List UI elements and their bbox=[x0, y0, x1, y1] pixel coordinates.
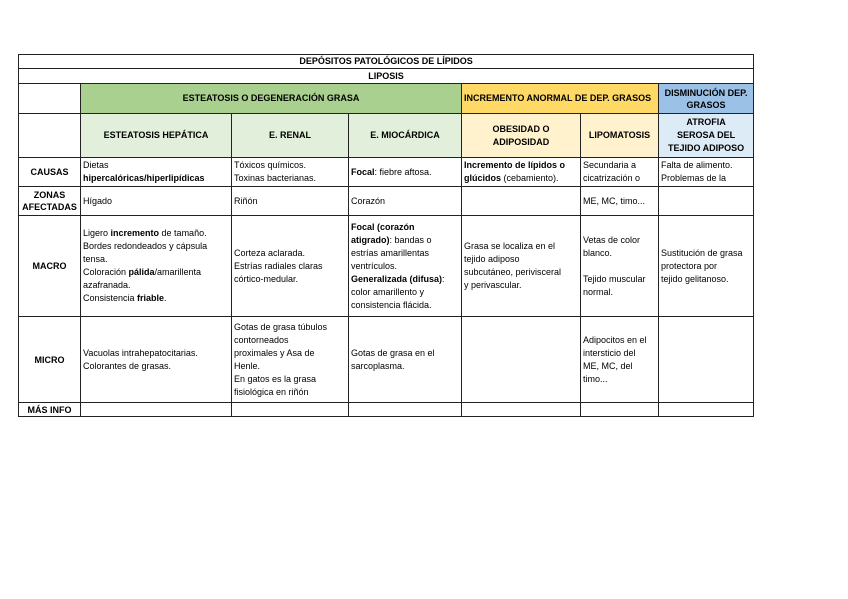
table-cell bbox=[81, 317, 232, 403]
cell-text: Hígado bbox=[83, 195, 113, 206]
table-cell bbox=[349, 216, 462, 317]
cell-line bbox=[83, 227, 229, 240]
cell-text: Adipocitos en el bbox=[583, 334, 647, 345]
cell-text: : fiebre aftosa. bbox=[374, 166, 432, 177]
cell-line bbox=[583, 273, 656, 286]
cell-text: friable bbox=[137, 293, 165, 303]
cell-line bbox=[234, 260, 346, 273]
cell-text: Colorantes de grasas. bbox=[83, 360, 172, 371]
cell-line bbox=[83, 172, 229, 185]
cell-text: de tamaño. bbox=[159, 228, 207, 238]
table-cell bbox=[349, 317, 462, 403]
cell-line bbox=[464, 279, 578, 292]
cell-text: sarcoplasma. bbox=[351, 360, 405, 371]
cell-text: Gotas de grasa túbulos bbox=[234, 321, 328, 332]
cell-line bbox=[234, 321, 346, 334]
cell-text: Generalizada (difusa) bbox=[351, 273, 443, 284]
cell-line bbox=[83, 360, 229, 373]
cell-line bbox=[583, 260, 656, 273]
row-label: ZONAS AFECTADAS bbox=[19, 187, 81, 216]
table-cell bbox=[462, 216, 581, 317]
cell-line bbox=[464, 253, 578, 266]
cell-line bbox=[351, 234, 459, 247]
cell-text: Tóxicos químicos. bbox=[234, 160, 307, 170]
table-cell bbox=[659, 317, 754, 403]
cell-line bbox=[83, 347, 229, 360]
cell-text: Toxinas bacterianas. bbox=[234, 173, 317, 183]
cell-text: contorneados bbox=[234, 334, 289, 345]
cell-line bbox=[234, 172, 346, 185]
table-cell bbox=[659, 403, 754, 417]
cell-line bbox=[234, 273, 346, 286]
cell-text: Focal (corazón bbox=[351, 221, 415, 232]
cell-text: Consistencia bbox=[83, 293, 138, 303]
row-label: MICRO bbox=[19, 317, 81, 403]
table-cell bbox=[462, 317, 581, 403]
table-cell bbox=[659, 158, 754, 187]
cell-line bbox=[464, 159, 578, 172]
table-cell bbox=[81, 216, 232, 317]
col-header: E. MIOCÁRDICA bbox=[349, 114, 462, 158]
cell-text: glúcidos bbox=[464, 173, 502, 183]
cell-line bbox=[351, 360, 459, 373]
cell-text: Ligero bbox=[83, 228, 111, 238]
table-cell bbox=[349, 187, 462, 216]
cell-line bbox=[83, 253, 229, 266]
cell-text: (cebamiento). bbox=[501, 173, 559, 183]
cell-text: . bbox=[164, 293, 167, 303]
cell-text: proximales y Asa de bbox=[234, 347, 315, 358]
cell-text: tejido adiposo bbox=[464, 254, 520, 264]
table-cell bbox=[232, 216, 349, 317]
cell-text: /amarillenta bbox=[154, 267, 202, 277]
cell-text: En gatos es la grasa bbox=[234, 373, 317, 384]
cell-line bbox=[351, 260, 459, 273]
cell-text: Dietas bbox=[83, 160, 109, 170]
cell-text: y perivascular. bbox=[464, 280, 522, 290]
cell-line bbox=[583, 172, 656, 185]
table-cell bbox=[462, 187, 581, 216]
row-label: CAUSAS bbox=[19, 158, 81, 187]
cell-line bbox=[234, 386, 346, 399]
table-cell bbox=[462, 158, 581, 187]
cell-text: : bbox=[442, 273, 445, 284]
cell-line bbox=[351, 273, 459, 286]
row-label: MACRO bbox=[19, 216, 81, 317]
table-row bbox=[19, 187, 754, 216]
table-cell bbox=[462, 403, 581, 417]
cell-text: ME, MC, timo... bbox=[583, 195, 646, 206]
cell-line bbox=[83, 195, 229, 208]
cell-text: tensa. bbox=[83, 254, 108, 264]
cell-text: estrías amarillentas bbox=[351, 247, 430, 258]
cell-text: Bordes redondeados y cápsula bbox=[83, 241, 208, 251]
cell-line bbox=[351, 247, 459, 260]
cell-text: atigrado) bbox=[351, 234, 390, 245]
cell-text: Riñón bbox=[234, 195, 258, 206]
cell-text: Secundaria a bbox=[583, 160, 637, 170]
cell-text: color amarillento y bbox=[351, 286, 425, 297]
cell-line bbox=[464, 172, 578, 185]
cell-line bbox=[583, 373, 656, 386]
cell-line bbox=[83, 240, 229, 253]
cell-text: Gotas de grasa en el bbox=[351, 347, 435, 358]
lipid-deposits-table bbox=[18, 54, 754, 417]
table-cell bbox=[581, 187, 659, 216]
cell-text: Estrías radiales claras bbox=[234, 260, 323, 271]
cell-text: Problemas de la bbox=[661, 173, 727, 183]
cell-line bbox=[661, 159, 751, 172]
col-header: E. RENAL bbox=[232, 114, 349, 158]
table-row bbox=[19, 317, 754, 403]
col-header: LIPOMATOSIS bbox=[581, 114, 659, 158]
col-header: ESTEATOSIS HEPÁTICA bbox=[81, 114, 232, 158]
cell-line bbox=[83, 266, 229, 279]
cell-line bbox=[234, 360, 346, 373]
cell-text: blanco. bbox=[583, 247, 613, 258]
cell-line bbox=[351, 286, 459, 299]
cell-line bbox=[234, 347, 346, 360]
cell-text: incremento bbox=[110, 228, 160, 238]
cell-line bbox=[234, 195, 346, 208]
cell-line bbox=[464, 266, 578, 279]
cell-text: consistencia flácida. bbox=[351, 299, 432, 310]
table-cell bbox=[581, 216, 659, 317]
cell-line bbox=[583, 347, 656, 360]
cell-line bbox=[661, 172, 751, 185]
cell-text: intersticio del bbox=[583, 347, 636, 358]
cell-text: normal. bbox=[583, 286, 614, 297]
table-cell bbox=[581, 317, 659, 403]
cell-text: Incremento de lípidos o bbox=[464, 160, 566, 170]
cell-line bbox=[583, 334, 656, 347]
group-incremento: INCREMENTO ANORMAL DE DEP. GRASOS bbox=[462, 84, 659, 114]
cell-text: Corteza aclarada. bbox=[234, 247, 306, 258]
table-cell bbox=[81, 403, 232, 417]
cell-line bbox=[351, 299, 459, 312]
table-row bbox=[19, 403, 754, 417]
table-cell bbox=[349, 403, 462, 417]
cell-line bbox=[234, 334, 346, 347]
cell-line bbox=[583, 195, 656, 208]
cell-line bbox=[351, 347, 459, 360]
table-cell bbox=[581, 158, 659, 187]
cell-text: Vetas de color bbox=[583, 234, 641, 245]
group-disminucion: DISMINUCIÓN DEP. GRASOS bbox=[659, 84, 754, 114]
cell-text: Corazón bbox=[351, 195, 386, 206]
table-cell bbox=[659, 216, 754, 317]
cell-text: Henle. bbox=[234, 360, 261, 371]
cell-text: Grasa se localiza en el bbox=[464, 241, 556, 251]
table-cell bbox=[232, 317, 349, 403]
cell-text: fisiológica en riñón bbox=[234, 386, 309, 397]
cell-line bbox=[661, 273, 751, 286]
cell-text: Falta de alimento. bbox=[661, 160, 733, 170]
cell-text: Sustitución de grasa bbox=[661, 247, 743, 258]
table-row bbox=[19, 158, 754, 187]
cell-text: hipercalóricas/hiperlipídicas bbox=[83, 173, 205, 183]
cell-text: Vacuolas intrahepatocitarias. bbox=[83, 347, 198, 358]
table-cell bbox=[232, 187, 349, 216]
cell-text: cicatrización o bbox=[583, 173, 641, 183]
table-cell bbox=[581, 403, 659, 417]
cell-line bbox=[583, 247, 656, 260]
cell-text: protectora por bbox=[661, 260, 718, 271]
cell-text: subcutáneo, perivisceral bbox=[464, 267, 562, 277]
col-header: ATROFIA SEROSA DEL TEJIDO ADIPOSO bbox=[659, 114, 754, 158]
cell-line bbox=[661, 247, 751, 260]
cell-line bbox=[83, 279, 229, 292]
cell-text: : bandas o bbox=[389, 234, 432, 245]
cell-text: tejido gelitanoso. bbox=[661, 273, 729, 284]
cell-line bbox=[234, 247, 346, 260]
table-subtitle: LIPOSIS bbox=[19, 69, 754, 84]
cell-text: ME, MC, del bbox=[583, 360, 633, 371]
cell-line bbox=[583, 360, 656, 373]
cell-line bbox=[83, 159, 229, 172]
cell-line bbox=[464, 240, 578, 253]
cell-text: ventrículos. bbox=[351, 260, 398, 271]
cell-line bbox=[234, 373, 346, 386]
cell-line bbox=[83, 292, 229, 305]
cell-text: azafranada. bbox=[83, 280, 131, 290]
row-label: MÁS INFO bbox=[19, 403, 81, 417]
col-header: OBESIDAD O ADIPOSIDAD bbox=[462, 114, 581, 158]
cell-text: timo... bbox=[583, 373, 608, 384]
cell-line bbox=[583, 234, 656, 247]
table-cell bbox=[81, 187, 232, 216]
table-cell bbox=[349, 158, 462, 187]
cell-text: córtico-medular. bbox=[234, 273, 299, 284]
empty-cell bbox=[19, 84, 81, 114]
table-cell bbox=[232, 158, 349, 187]
empty-cell bbox=[19, 114, 81, 158]
cell-text: Tejido muscular bbox=[583, 273, 646, 284]
cell-line bbox=[583, 286, 656, 299]
table-cell bbox=[659, 187, 754, 216]
cell-line bbox=[351, 221, 459, 234]
group-esteatosis: ESTEATOSIS O DEGENERACIÓN GRASA bbox=[81, 84, 462, 114]
table-title: DEPÓSITOS PATOLÓGICOS DE LÍPIDOS bbox=[19, 55, 754, 69]
cell-text: Coloración bbox=[83, 267, 129, 277]
cell-line bbox=[583, 159, 656, 172]
cell-line bbox=[351, 195, 459, 208]
table-cell bbox=[81, 158, 232, 187]
table-row bbox=[19, 216, 754, 317]
table-cell bbox=[232, 403, 349, 417]
cell-text: Focal bbox=[351, 166, 375, 177]
cell-line bbox=[234, 159, 346, 172]
cell-line bbox=[351, 166, 459, 179]
cell-line bbox=[661, 260, 751, 273]
cell-text: pálida bbox=[128, 267, 155, 277]
